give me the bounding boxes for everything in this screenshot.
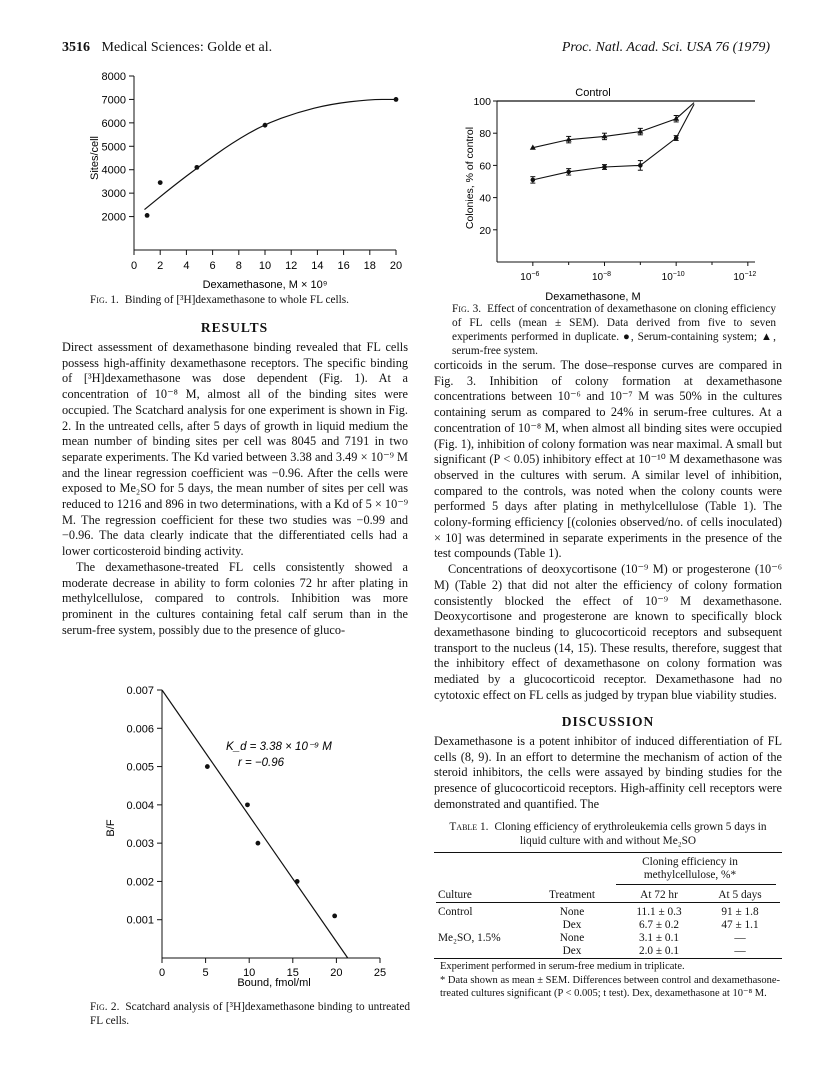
- fig2-caption: [90, 1000, 410, 1028]
- fig3-y-tick-label: 40: [479, 192, 491, 205]
- fig2-y-tick-label: 0.007: [126, 685, 154, 697]
- fig1-x-tick-label: 8: [235, 260, 242, 272]
- fig1-x-tick-label: 18: [363, 260, 376, 272]
- fig1-caption: [90, 293, 410, 307]
- figure-2-chart: [90, 680, 420, 990]
- fig2-y-tick-label: 0.003: [126, 838, 154, 851]
- table1-cell: Dex: [562, 945, 582, 957]
- fig1-x-tick-label: 2: [157, 260, 164, 272]
- fig3-x-tick-label: $10^{-10}$: [661, 271, 685, 283]
- discussion-text: [434, 734, 782, 813]
- table-row: [436, 906, 780, 919]
- fig1-data-point: [145, 213, 150, 218]
- fig3-y-tick-label: 20: [479, 224, 491, 237]
- table-row: [436, 932, 780, 945]
- page-number: 3516: [62, 40, 90, 55]
- fig3-control-label: Control: [575, 87, 611, 99]
- fig3-caption-text: Effect of concentration of dexamethasone on cloning efficiency of FL cells (mean ± SEM). Data derived from five to seven experiments performed in duplicate. ●, Serum-containing system; ▲, serum-free system.: [452, 303, 776, 357]
- discussion-heading: DISCUSSION: [561, 714, 655, 729]
- fig1-x-tick-label: 0: [130, 260, 138, 272]
- table1-header-row: [436, 889, 780, 903]
- fig2-regression-line: [162, 690, 348, 958]
- figure-3-chart: [465, 78, 785, 308]
- fig3-circle-marker: [602, 165, 607, 170]
- fig2-data-point: [332, 913, 337, 918]
- results-text: [62, 340, 408, 638]
- fig1-x-tick-label: 4: [183, 260, 190, 272]
- fig3-x-tick-label: $10^{-6}$: [520, 271, 540, 283]
- table1-cell: Dex: [562, 919, 582, 931]
- fig2-y-axis-label: B/F: [105, 819, 117, 837]
- table1-title-text: Cloning efficiency of erythroleukemia cells grown 5 days in liquid culture with and without Me₂SO: [494, 821, 767, 847]
- fig2-x-axis-label: Bound, fmol/ml: [237, 977, 311, 989]
- table1-cell: 91 ± 1.8: [721, 906, 759, 918]
- fig3-circle-marker: [566, 170, 571, 175]
- fig1-x-tick-label: 14: [311, 260, 324, 272]
- fig3-x-axis-label: Dexamethasone, M: [545, 291, 641, 303]
- fig1-caption-text: Binding of [³H]dexamethasone to whole FL cells.: [124, 294, 350, 306]
- fig2-x-tick-label: 0: [158, 967, 166, 979]
- table1-cell: None: [559, 932, 585, 944]
- table1-label: Table 1.: [449, 821, 489, 833]
- fig1-x-tick-label: 16: [337, 260, 350, 272]
- fig2-annotation-r: r = −0.96: [238, 757, 285, 769]
- fig1-y-tick-label: 8000: [101, 71, 126, 83]
- results-paragraph-1: Direct assessment of dexamethasone binding revealed that FL cells possess high-affinity dexamethasone receptors. The specific binding of [³H]dexamethasone was dose dependent (Fig. 1). At a concentration of 10⁻⁸ M, almost all of the binding sites were occupied. The Scatchard analysis for one experiment is shown in Fig. 2. In the untreated cells, after 5 days of growth in liquid medium the mean number of binding sites per cell was 8045 and 7191 in two separate experiments. The Kd varied between 3.38 and 3.49 × 10⁻⁹ M and the linear regression coefficient was −0.96. After the cells were exposed to Me₂SO for 5 days, the mean number of sites per cell was reduced to 1216 and 896 in two determinations, with a Kd of 5 × 10⁻⁹ M. The regression coefficient for these two studies was −0.99 and −0.96. The data clearly indicate that the differentiated cells had a lower corticosteroid binding activity.: [62, 340, 408, 559]
- fig2-y-tick-label: 0.005: [126, 761, 154, 774]
- table1-col-72hr: At 72 hr: [640, 889, 678, 901]
- discussion-paragraph-1: Dexamethasone is a potent inhibitor of induced differentiation of FL cells (8, 9). In an effort to determine the mechanism of action of the steroid inhibitors, the cells were assayed by binding studies for the presence of glucocorticoid receptors. High-affinity cell receptors were demonstrated and quantified. The: [434, 734, 782, 811]
- table1-note: Experiment performed in serum-free medium in triplicate.: [440, 961, 685, 972]
- fig2-x-tick-label: 25: [373, 967, 387, 979]
- fig3-y-tick-label: 80: [479, 128, 491, 141]
- results-paragraph-3: Concentrations of deoxycortisone (10⁻⁹ M) or progesterone (10⁻⁶ M) (Table 2) that did not alter the efficiency of colony formation consistently blocked the effect of 10⁻⁹ M dexamethasone. Deoxycortisone and progesterone are known to specifically block dexamethasone binding to glucocorticoid receptors and subsequent transport to the nucleus (14, 15). These results, therefore, suggest that the inhibitory effect of dexamethasone on colony formation was mediated by a glucocorticoid receptor. Dexamethasone had no cytotoxic effect on FL cells as judged by trypan blue viability studies.: [434, 562, 782, 702]
- right-column-text: [434, 358, 782, 703]
- table-row: [436, 919, 780, 932]
- fig1-x-tick-label: 10: [258, 260, 272, 272]
- fig2-y-tick-label: 0.004: [126, 799, 154, 812]
- fig3-circle-marker: [531, 178, 536, 183]
- table1-col-treatment: Treatment: [548, 889, 596, 901]
- table-row: [436, 945, 780, 958]
- table1-group-rule: [616, 884, 776, 885]
- table1-cell: [436, 919, 526, 932]
- fig1-y-tick-label: 6000: [101, 117, 126, 130]
- fig2-y-tick-label: 0.001: [126, 914, 154, 927]
- fig2-x-tick-label: 5: [202, 967, 209, 979]
- fig3-series-line-triangle: [533, 103, 694, 148]
- table1-top-rule: [434, 852, 782, 853]
- fig2-data-point: [256, 841, 261, 846]
- fig2-x-tick-label: 10: [243, 967, 256, 979]
- figure-1-chart: [60, 60, 420, 300]
- fig1-y-tick-label: 7000: [101, 94, 126, 107]
- left-running-head: Medical Sciences: Golde et al.: [101, 40, 273, 55]
- fig1-y-tick-label: 5000: [101, 141, 126, 154]
- fig1-data-point: [194, 165, 199, 170]
- table1-cell: 6.7 ± 0.2: [638, 919, 680, 931]
- table1-cell: 47 ± 1.1: [721, 919, 759, 931]
- fig2-caption-label: Fig. 2.: [90, 1001, 120, 1013]
- fig1-x-tick-label: 12: [285, 260, 298, 272]
- results-continuation: corticoids in the serum. The dose–response curves are compared in Fig. 3. Inhibition of colony formation at dexamethasone concentrations between 10⁻⁶ and 10⁻⁷ M was 50% in the cultures containing serum as compared to 24% in serum-free cultures. At a concentration of 10⁻⁸ M, when almost all binding sites were occupied (Fig. 1), inhibition of colony formation was near maximal. A small but significant (P < 0.05) inhibitory effect at 10⁻¹⁰ M dexamethasone was observed in the cultures with serum. A similar level of inhibition, compared to the controls, was noted when the colony counts were performed 5 days after plating in methylcellulose (Table 1). The colony-forming efficiency [(colonies observed/no. of cells inoculated) × 10] was determined in separate experiments in the presence of the test compounds (Table 1).: [434, 358, 782, 561]
- right-running-head: Proc. Natl. Acad. Sci. USA 76 (1979): [561, 40, 770, 55]
- fig2-caption-text: Scatchard analysis of [³H]dexamethasone binding to untreated FL cells.: [90, 1001, 410, 1027]
- table1-cell: None: [559, 906, 585, 918]
- fig2-data-point: [295, 879, 300, 884]
- fig3-y-tick-label: 100: [473, 96, 491, 108]
- fig3-y-tick-label: 60: [479, 160, 491, 173]
- table1-cell: 11.1 ± 0.3: [636, 906, 682, 918]
- fig3-y-axis-label: Colonies, % of control: [464, 126, 476, 230]
- fig1-fit-curve: [144, 99, 396, 209]
- table1-cell: Control: [438, 906, 473, 918]
- table1-cell: 2.0 ± 0.1: [638, 945, 680, 957]
- table1: [436, 889, 780, 958]
- fig1-data-point: [394, 97, 399, 102]
- table1-cell: 3.1 ± 0.1: [638, 932, 680, 944]
- table1-title: [440, 820, 776, 848]
- fig1-y-tick-label: 2000: [101, 211, 126, 224]
- fig1-y-axis-label: Sites/cell: [89, 135, 101, 181]
- results-paragraph-2: The dexamethasone-treated FL cells consistently showed a moderate decrease in ability to form colonies 72 hr after plating in methylcellulose, compared to controls. Inhibition was more prominent in the cultures containing fetal calf serum than in the serum-free system, possibly due to the presence of gluco-: [62, 559, 408, 637]
- fig2-x-tick-label: 20: [330, 967, 343, 979]
- fig1-y-tick-label: 4000: [101, 164, 126, 177]
- table1-bottom-rule: [434, 958, 782, 959]
- fig2-annotation-kd: K_d = 3.38 × 10⁻⁹ M: [226, 741, 332, 753]
- table1-col-5days: At 5 days: [718, 889, 762, 901]
- table1-cell: Me₂SO, 1.5%: [438, 932, 501, 944]
- fig1-data-point: [263, 123, 268, 128]
- running-head-left: [62, 40, 272, 56]
- fig2-data-point: [205, 764, 210, 769]
- fig1-x-tick-label: 6: [209, 260, 216, 272]
- fig3-x-tick-label: $10^{-12}$: [733, 271, 757, 283]
- table1-cell: —: [734, 932, 746, 944]
- fig1-x-axis-label: Dexamethasone, M × 10⁹: [202, 279, 328, 291]
- results-heading: RESULTS: [200, 320, 269, 335]
- table1-cell: [436, 945, 526, 958]
- table1-col-culture: Culture: [438, 889, 472, 901]
- fig2-data-point: [245, 802, 250, 807]
- fig2-y-tick-label: 0.002: [126, 876, 154, 889]
- table1-cell: —: [734, 945, 746, 957]
- table1-footnote: * Data shown as mean ± SEM. Differences between control and dexamethasone-treated cultures significant (P < 0.005; t test). Dex, dexamethasone at 10⁻⁸ M.: [440, 975, 780, 999]
- fig1-x-tick-label: 20: [389, 260, 403, 272]
- fig2-y-tick-label: 0.006: [126, 723, 154, 736]
- table1-group-header: Cloning efficiency in methylcellulose, %*: [642, 856, 738, 881]
- fig3-circle-marker: [638, 163, 643, 168]
- fig1-y-tick-label: 3000: [101, 188, 126, 201]
- fig3-x-tick-label: $10^{-8}$: [591, 271, 612, 283]
- fig1-data-point: [158, 180, 163, 185]
- fig3-caption-label: Fig. 3.: [452, 303, 482, 315]
- fig2-x-tick-label: 15: [286, 967, 299, 979]
- fig3-circle-marker: [674, 136, 679, 141]
- fig1-caption-label: Fig. 1.: [90, 294, 119, 306]
- fig3-caption: [452, 302, 776, 358]
